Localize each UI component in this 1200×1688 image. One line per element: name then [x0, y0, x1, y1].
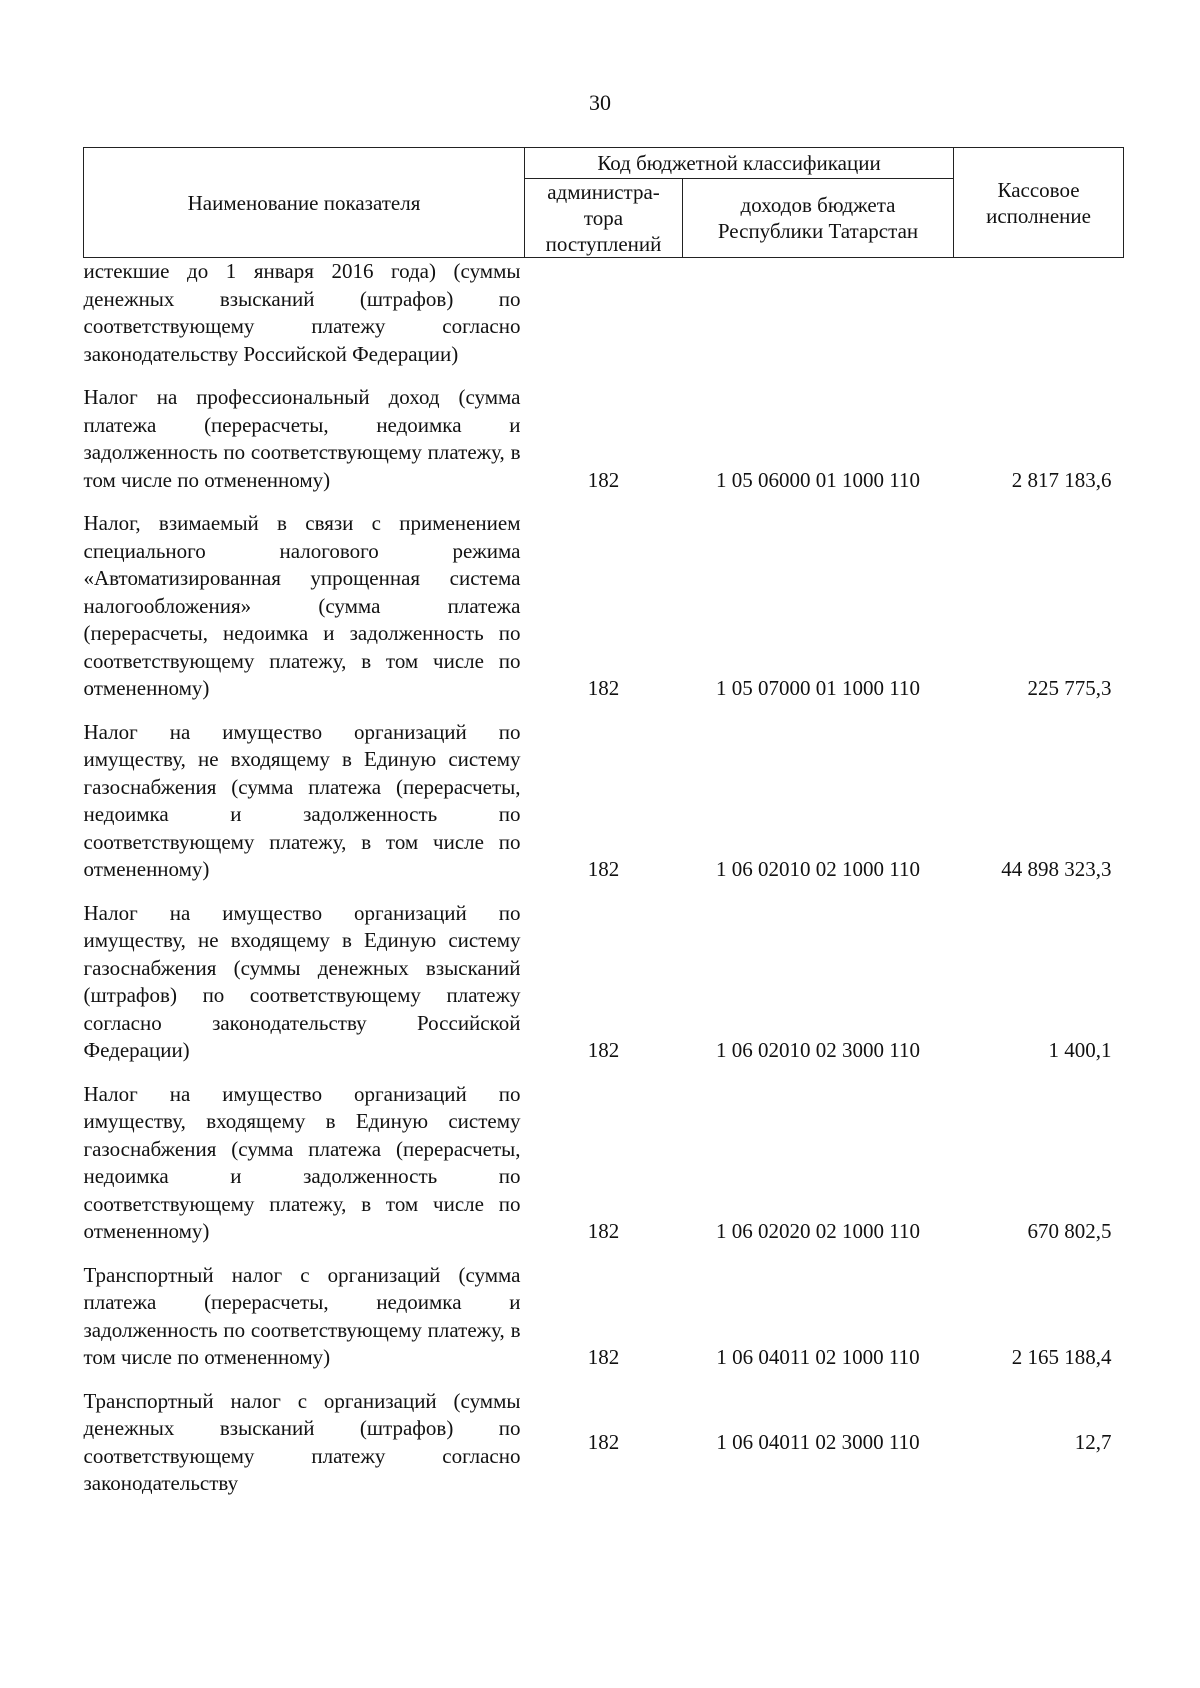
row-name: истекшие до 1 января 2016 года) (суммы денежных взысканий (штрафов) по соответствующему платежу согласно законодательству Российской Федерации) [83, 259, 521, 366]
row-income-code: 1 06 02010 02 3000 110 [716, 1038, 920, 1062]
header-cash: Кассовое исполнение [954, 148, 1124, 258]
row-admin-code: 182 [587, 1429, 620, 1454]
row-name: Транспортный налог с организаций (суммы денежных взысканий (штрафов) по соответствующему платежу согласно законодательству [83, 1388, 521, 1495]
row-income-code: 1 06 02020 02 1000 110 [716, 1219, 920, 1243]
row-name: Налог на профессиональный доход (сумма платежа (перерасчеты, недоимка и задолженность по соответствующему платежу, в том числе по отмененному) [83, 385, 521, 492]
row-name: Налог, взимаемый в связи с применением специального налогового режима «Автоматизированная упрощенная система налогообложения» (сумма платежа (перерасчеты, недоимка и задолженность по соответствующему платежу, в том числе по отмененному) [83, 511, 521, 700]
header-code: доходов бюджета Республики Татарстан [683, 179, 954, 258]
row-income-code: 1 05 07000 01 1000 110 [716, 676, 920, 700]
row-cash-value: 670 802,5 [1027, 1219, 1112, 1243]
row-income-code: 1 06 04011 02 3000 110 [716, 1429, 920, 1454]
row-admin-code: 182 [587, 467, 620, 492]
row-cash-value: 12,7 [1074, 1429, 1112, 1454]
table-body [84, 258, 1124, 1502]
table-row [84, 258, 1124, 373]
row-cash-value: 2 165 188,4 [1011, 1345, 1112, 1369]
budget-table [83, 147, 1124, 1502]
table-row [84, 888, 1124, 1069]
row-cash-value [954, 258, 1124, 373]
row-cash-value: 2 817 183,6 [1011, 467, 1112, 492]
row-cash-value: 225 775,3 [1027, 676, 1112, 700]
row-admin-code [525, 258, 683, 373]
row-admin-code: 182 [587, 1219, 620, 1243]
table-row [84, 372, 1124, 498]
table-row [84, 1069, 1124, 1250]
row-admin-code: 182 [587, 1038, 620, 1062]
table-row [84, 1376, 1124, 1502]
page-number: 30 [589, 90, 611, 115]
table-row [84, 707, 1124, 888]
row-income-code: 1 06 04011 02 1000 110 [716, 1345, 920, 1369]
row-name: Налог на имущество организаций по имуществу, не входящему в Единую систему газоснабжения (сумма платежа (перерасчеты, недоимка и задолженность по соответствующему платежу, в том числе по отмененному) [83, 719, 521, 881]
row-income-code: 1 06 02010 02 1000 110 [716, 857, 920, 881]
row-name: Налог на имущество организаций по имуществу, входящему в Единую систему газоснабжения (сумма платежа (перерасчеты, недоимка и задолженность по соответствующему платежу, в том числе по отмененному) [83, 1081, 521, 1243]
row-cash-value: 1 400,1 [1048, 1038, 1112, 1062]
row-admin-code: 182 [587, 676, 620, 700]
header-name: Наименование показателя [84, 148, 525, 258]
row-name: Транспортный налог с организаций (сумма платежа (перерасчеты, недоимка и задолженность по соответствующему платежу, в том числе по отмененному) [83, 1262, 521, 1369]
header-admin: администра-тора поступлений [525, 179, 683, 258]
row-cash-value: 44 898 323,3 [1001, 857, 1112, 881]
row-admin-code: 182 [587, 857, 620, 881]
header-code-group: Код бюджетной классификации [525, 148, 954, 179]
row-admin-code: 182 [587, 1345, 620, 1369]
table-header [84, 148, 1124, 258]
table-row [84, 498, 1124, 707]
table-row [84, 1250, 1124, 1376]
row-name: Налог на имущество организаций по имуществу, не входящему в Единую систему газоснабжения (суммы денежных взысканий (штрафов) по соответствующему платежу согласно законодательству Российской Федерации) [83, 900, 521, 1062]
row-income-code: 1 05 06000 01 1000 110 [716, 467, 920, 492]
row-income-code [683, 258, 954, 373]
